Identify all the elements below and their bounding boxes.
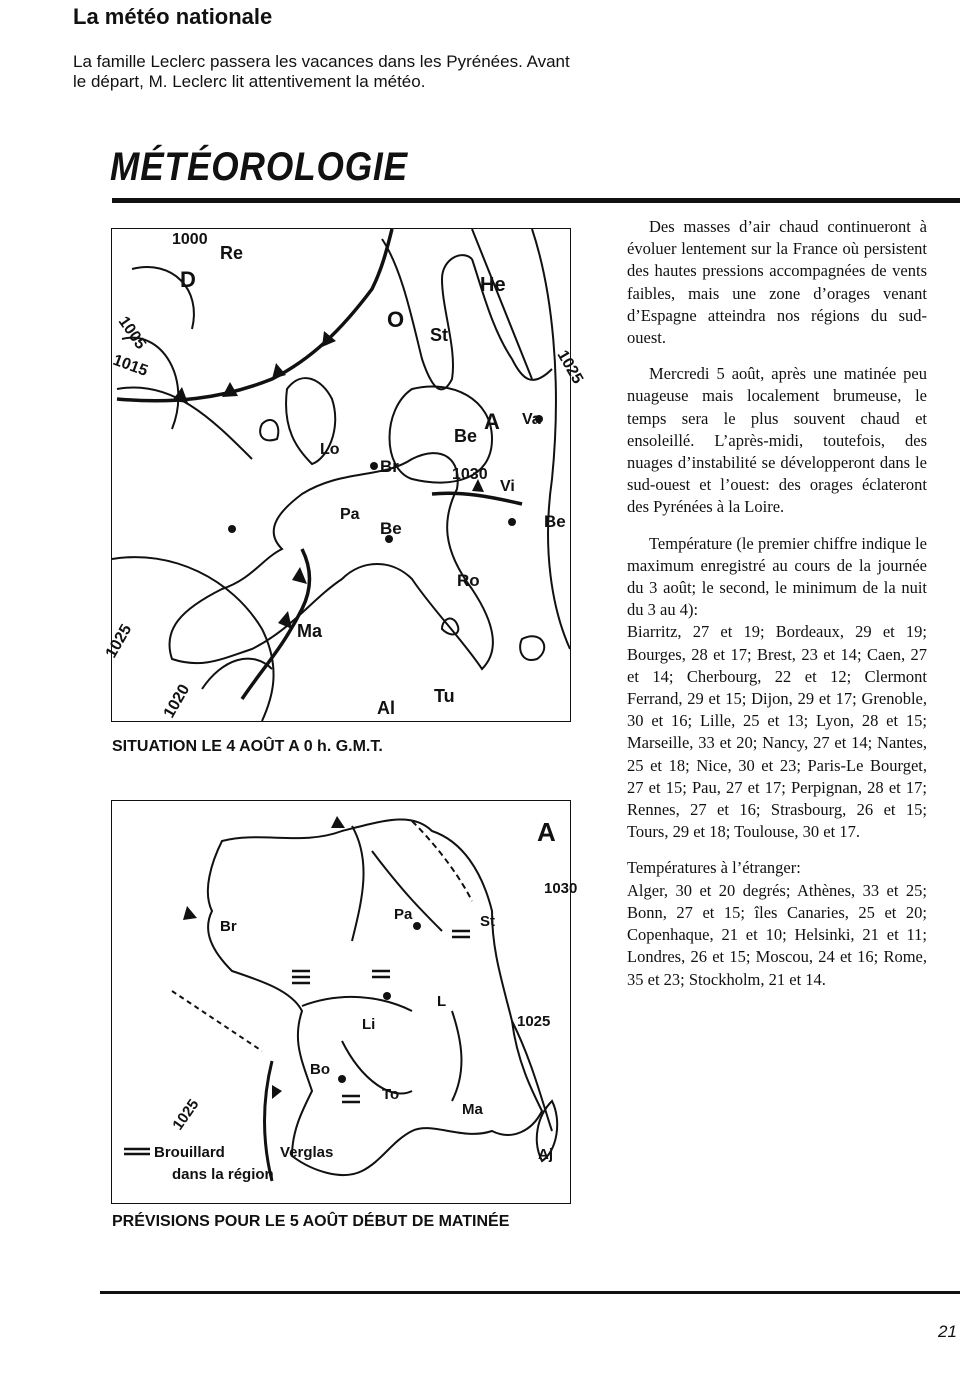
map1-label-a: A: [484, 409, 500, 434]
map1-isobar-1005: 1005: [114, 313, 150, 353]
map1-isobar-1020: 1020: [160, 681, 194, 721]
situation-map-caption: SITUATION LE 4 AOÛT A 0 h. G.M.T.: [112, 738, 383, 755]
foreign-temperature-list: Alger, 30 et 20 degrés; Athènes, 33 et 25; Bonn, 27 et 15; îles Canaries, 25 et 20; Copenhaque, 21 et 10; Helsinki, 21 et 11; Londres, 26 et 15; Moscou, 24 et 16; Rome, 35 et 23; Stockholm, 21 et 14.: [627, 880, 927, 989]
map1-label-re: Re: [220, 243, 244, 263]
forecast-map-caption: PRÉVISIONS POUR LE 5 AOÛT DÉBUT DE MATINÉE: [112, 1213, 510, 1230]
map1-isobar-1025b: 1025: [553, 347, 587, 387]
map1-isobar-1015: 1015: [110, 351, 150, 380]
intro-text: [73, 52, 713, 92]
map1-isobar-1030: 1030: [452, 466, 488, 483]
map2-label-bo: Bo: [310, 1061, 330, 1078]
map1-label-d: D: [180, 267, 196, 292]
map1-label-be2: Be: [454, 426, 478, 446]
heading-rule: [112, 198, 960, 203]
situation-map-drawing: [102, 229, 587, 721]
map2-legend-fog: Brouillard: [154, 1144, 225, 1161]
map1-label-ro: Ro: [457, 571, 480, 590]
map2-isobar-1030: 1030: [544, 880, 578, 897]
map1-label-st: St: [430, 325, 448, 345]
map1-label-al: Al: [377, 698, 395, 718]
map2-isobar-1025b: 1025: [169, 1096, 203, 1134]
map2-legend-region: dans la région: [172, 1166, 274, 1183]
situation-map: [102, 228, 587, 722]
map1-isobar-1025a: 1025: [102, 621, 136, 661]
map1-label-lo: Lo: [320, 441, 340, 458]
temperature-list: Biarritz, 27 et 19; Bordeaux, 29 et 19; Bourges, 28 et 17; Brest, 23 et 14; Caen, 27 et 14; Cherbourg, 22 et 12; Clermont Ferrand, 29 et 15; Dijon, 29 et 17; Grenoble, 30 et 16; Lille, 25 et 13; Lyon, 28 et 15; Marseille, 33 et 20; Nancy, 27 et 14; Nantes, 25 et 18; Nice, 30 et 23; Paris-Le Bourget, 27 et 15; Pau, 27 et 17; Perpignan, 28 et 17; Rennes, 27 et 16; Strasbourg, 26 et 15; Tours, 29 et 18; Toulouse, 30 et 17.: [627, 622, 927, 842]
intro-line-2: le départ, M. Leclerc lit attentivement la météo.: [73, 72, 426, 91]
intro-line-1: La famille Leclerc passera les vacances dans les Pyrénées. Avant: [73, 52, 570, 71]
map2-label-pa: Pa: [394, 906, 413, 923]
forecast-paragraph: Des masses d’air chaud continueront à évoluer lentement sur la France où persistent des hautes pressions accompagnées de vents faibles, mais une zone d’orages venant d’Espagne atteindra nos régions du sud-ouest.: [627, 217, 927, 348]
map1-label-he: He: [480, 274, 506, 296]
forecast-text-column: [627, 216, 927, 1005]
map1-label-be1: Be: [380, 519, 402, 538]
article-heading: MÉTÉOROLOGIE: [110, 145, 409, 189]
map2-label-a: A: [537, 817, 556, 847]
map1-label-vi: Vi: [500, 478, 515, 495]
map2-label-st: St: [480, 913, 495, 930]
map1-label-va: Va: [522, 411, 541, 428]
map2-label-ma: Ma: [462, 1101, 483, 1118]
page-title: La météo nationale: [73, 4, 273, 29]
map2-label-aj: Aj: [538, 1146, 553, 1163]
map2-label-to: To: [382, 1086, 400, 1103]
map1-isobar-1000: 1000: [172, 231, 208, 248]
map1-label-pa: Pa: [340, 506, 360, 523]
forecast-map-drawing: [112, 801, 578, 1203]
page-number: 21: [938, 1322, 957, 1341]
map2-legend-ice: Verglas: [280, 1144, 334, 1161]
forecast-paragraph: Mercredi 5 août, après une matinée peu nuageuse mais localement brumeuse, le temps sera le plus souvent chaud et ensoleillé. L’après-midi, toutefois, des nuages d’instabilité se développeront dans le sud-ouest et l’ouest: des orages éclateront des Pyrénées à la Loire.: [627, 364, 927, 517]
map2-label-li: Li: [362, 1016, 376, 1033]
map1-label-ma: Ma: [297, 621, 323, 641]
temperature-intro: Température (le premier chiffre indique le maximum enregistré au cours de la journée du 3 août; le second, le minimum de la nuit du 3 au 4):: [627, 533, 927, 620]
map1-label-tu: Tu: [434, 686, 455, 706]
map1-label-br: Br: [380, 457, 399, 476]
map1-label-o: O: [387, 307, 405, 332]
foreign-temperature-heading: Températures à l’étranger:: [627, 858, 801, 878]
map2-label-br: Br: [220, 918, 237, 935]
map2-isobar-1025a: 1025: [517, 1013, 551, 1030]
map2-label-l: L: [437, 993, 447, 1010]
map1-label-be3: Be: [544, 512, 566, 531]
footer-rule: [100, 1291, 960, 1294]
forecast-map: [111, 800, 578, 1204]
